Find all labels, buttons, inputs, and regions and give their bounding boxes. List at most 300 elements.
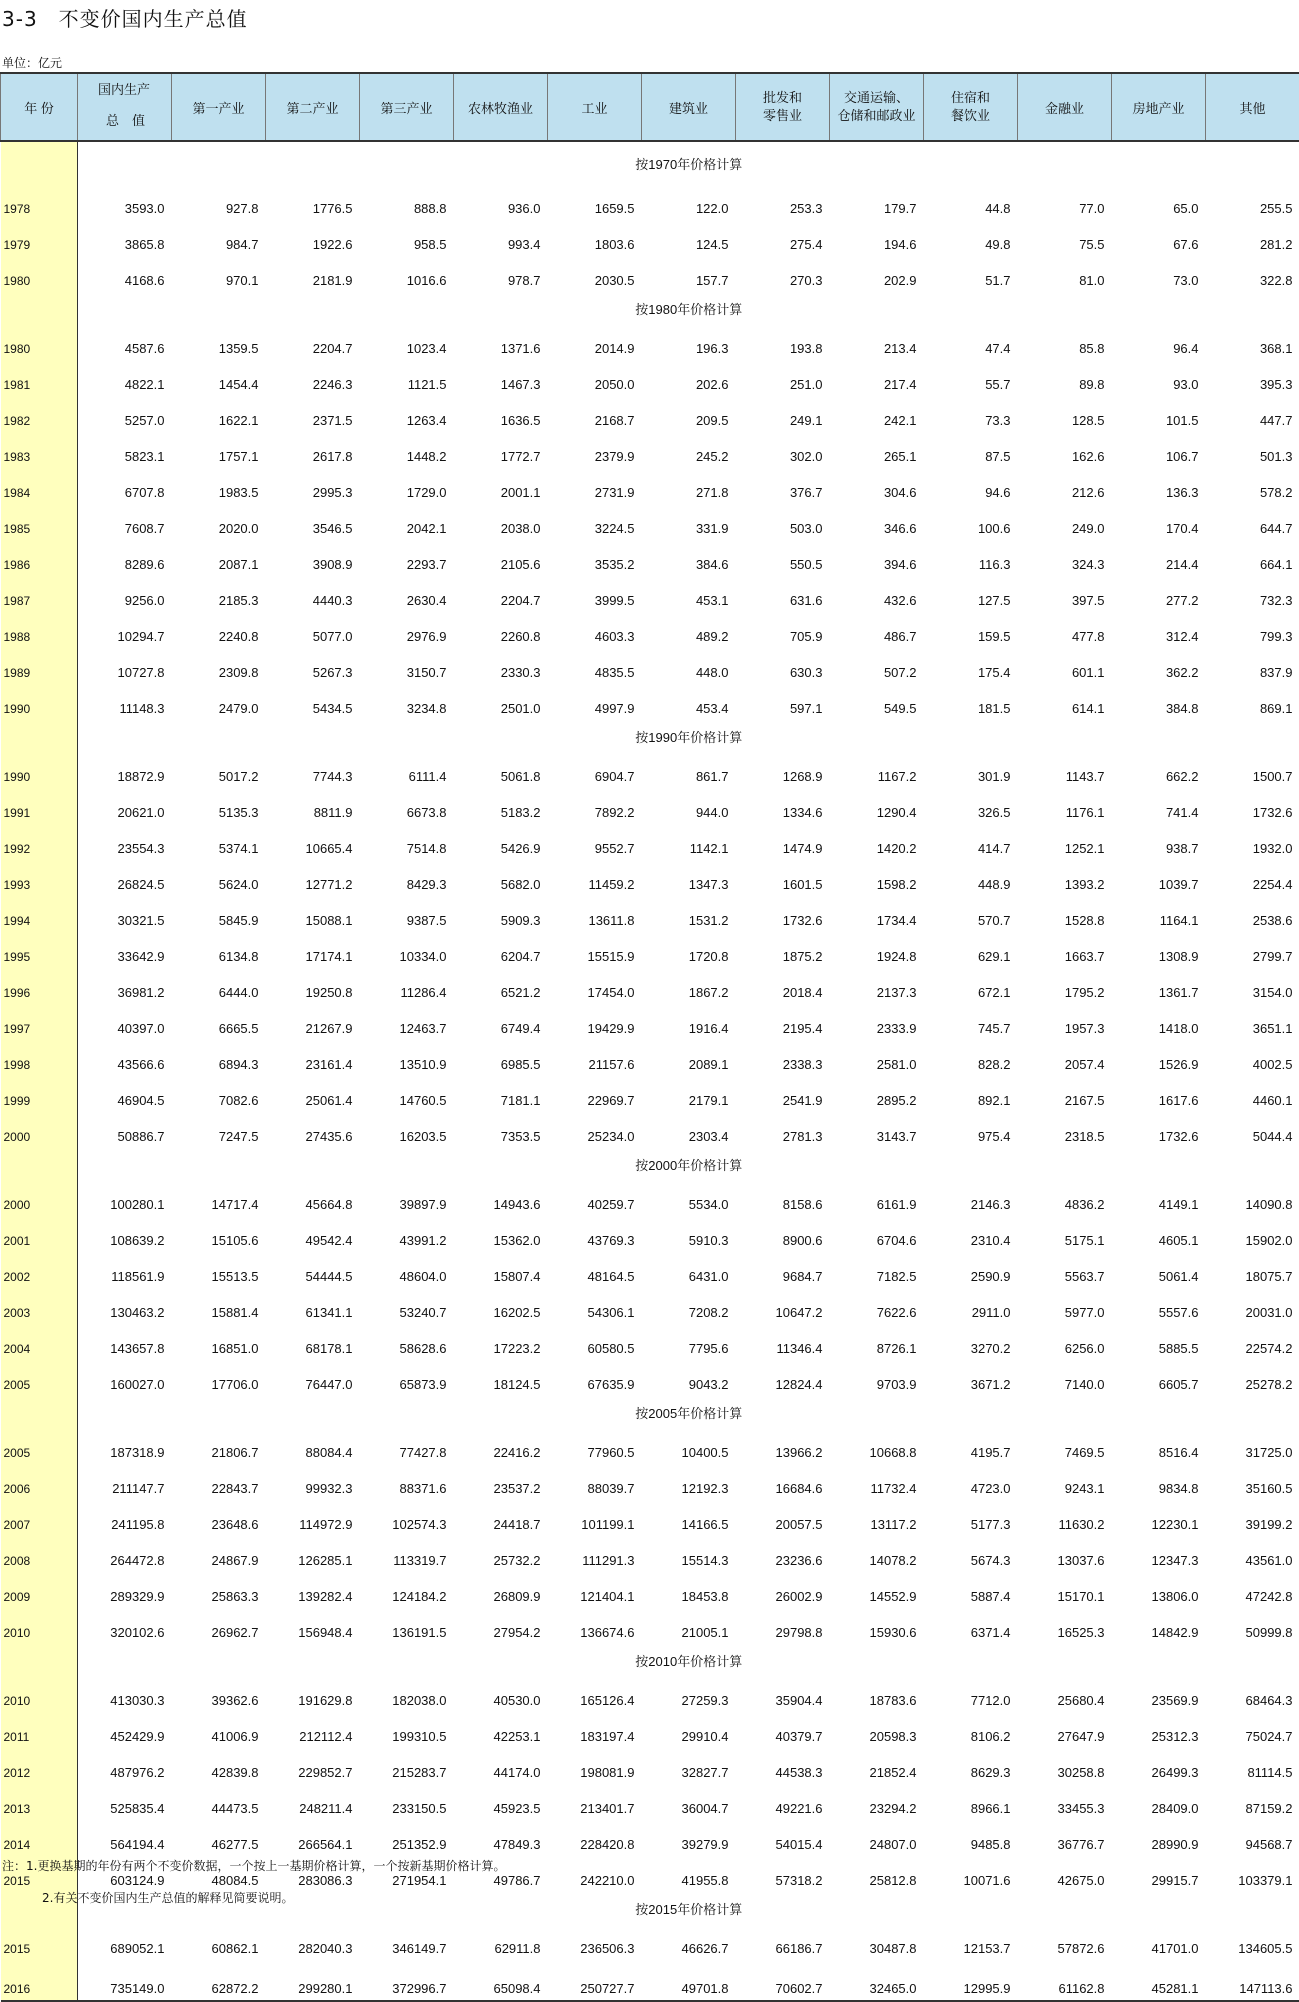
value-cell: 1164.1 — [1112, 896, 1206, 932]
header-row — [1, 73, 1299, 141]
value-cell: 12347.3 — [1112, 1536, 1206, 1572]
value-cell: 18453.8 — [642, 1572, 736, 1608]
value-cell: 978.7 — [454, 256, 548, 292]
value-cell: 31725.0 — [1206, 1428, 1299, 1464]
value-cell: 1500.7 — [1206, 752, 1299, 788]
value-cell: 43561.0 — [1206, 1536, 1299, 1572]
value-cell: 66186.7 — [736, 1924, 830, 1960]
value-cell: 16525.3 — [1018, 1608, 1112, 1644]
section-row — [1, 141, 1299, 184]
value-cell: 26002.9 — [736, 1572, 830, 1608]
table-row — [1, 824, 1299, 860]
value-cell: 77427.8 — [360, 1428, 454, 1464]
value-cell: 42253.1 — [454, 1712, 548, 1748]
value-cell: 245.2 — [642, 432, 736, 468]
header-col-line: 房地产业 — [1112, 98, 1205, 117]
value-cell: 10400.5 — [642, 1428, 736, 1464]
value-cell: 741.4 — [1112, 788, 1206, 824]
table-row — [1, 576, 1299, 612]
value-cell: 61341.1 — [266, 1288, 360, 1324]
value-cell: 1867.2 — [642, 968, 736, 1004]
year-cell: 2014 — [1, 1820, 78, 1856]
value-cell: 447.7 — [1206, 396, 1299, 432]
value-cell: 45664.8 — [266, 1180, 360, 1216]
value-cell: 4822.1 — [78, 360, 172, 396]
value-cell: 1359.5 — [172, 324, 266, 360]
value-cell: 362.2 — [1112, 648, 1206, 684]
value-cell: 67.6 — [1112, 220, 1206, 256]
value-cell: 1474.9 — [736, 824, 830, 860]
value-cell: 249.0 — [1018, 504, 1112, 540]
value-cell: 1729.0 — [360, 468, 454, 504]
value-cell: 2195.4 — [736, 1004, 830, 1040]
value-cell: 2240.8 — [172, 612, 266, 648]
value-cell: 24867.9 — [172, 1536, 266, 1572]
value-cell: 15170.1 — [1018, 1572, 1112, 1608]
value-cell: 2501.0 — [454, 684, 548, 720]
unit-label: 单位：亿元 — [2, 54, 62, 71]
section-label: 按2010年价格计算 — [78, 1644, 1299, 1676]
value-cell: 503.0 — [736, 504, 830, 540]
value-cell: 62872.2 — [172, 1960, 266, 2001]
value-cell: 6904.7 — [548, 752, 642, 788]
value-cell: 5061.4 — [1112, 1252, 1206, 1288]
year-cell: 1983 — [1, 432, 78, 468]
value-cell: 3546.5 — [266, 504, 360, 540]
value-cell: 10071.6 — [924, 1856, 1018, 1892]
value-cell: 5909.3 — [454, 896, 548, 932]
value-cell: 42839.8 — [172, 1748, 266, 1784]
section-row — [1, 1396, 1299, 1428]
value-cell: 108639.2 — [78, 1216, 172, 1252]
year-cell — [1, 1644, 78, 1676]
value-cell: 194.6 — [830, 220, 924, 256]
year-cell: 2010 — [1, 1608, 78, 1644]
value-cell: 10294.7 — [78, 612, 172, 648]
value-cell: 16203.5 — [360, 1112, 454, 1148]
value-cell: 193.8 — [736, 324, 830, 360]
table-row — [1, 1112, 1299, 1148]
value-cell: 1922.6 — [266, 220, 360, 256]
value-cell: 2781.3 — [736, 1112, 830, 1148]
year-cell: 2005 — [1, 1428, 78, 1464]
section-label: 按2005年价格计算 — [78, 1396, 1299, 1428]
year-cell: 2011 — [1, 1712, 78, 1748]
table-row — [1, 360, 1299, 396]
header-col — [830, 73, 924, 141]
value-cell: 644.7 — [1206, 504, 1299, 540]
value-cell: 281.2 — [1206, 220, 1299, 256]
value-cell: 2179.1 — [642, 1076, 736, 1112]
year-cell — [1, 1396, 78, 1428]
value-cell: 20031.0 — [1206, 1288, 1299, 1324]
value-cell: 50886.7 — [78, 1112, 172, 1148]
value-cell: 21267.9 — [266, 1004, 360, 1040]
value-cell: 2204.7 — [454, 576, 548, 612]
value-cell: 15881.4 — [172, 1288, 266, 1324]
value-cell: 7795.6 — [642, 1324, 736, 1360]
value-cell: 320102.6 — [78, 1608, 172, 1644]
value-cell: 9243.1 — [1018, 1464, 1112, 1500]
value-cell: 46904.5 — [78, 1076, 172, 1112]
value-cell: 2799.7 — [1206, 932, 1299, 968]
value-cell: 3651.1 — [1206, 1004, 1299, 1040]
value-cell: 7247.5 — [172, 1112, 266, 1148]
value-cell: 87159.2 — [1206, 1784, 1299, 1820]
value-cell: 869.1 — [1206, 684, 1299, 720]
value-cell: 124.5 — [642, 220, 736, 256]
value-cell: 630.3 — [736, 648, 830, 684]
value-cell: 2057.4 — [1018, 1040, 1112, 1076]
value-cell: 1663.7 — [1018, 932, 1112, 968]
value-cell: 65873.9 — [360, 1360, 454, 1396]
value-cell: 94568.7 — [1206, 1820, 1299, 1856]
value-cell: 10647.2 — [736, 1288, 830, 1324]
value-cell: 452429.9 — [78, 1712, 172, 1748]
value-cell: 248211.4 — [266, 1784, 360, 1820]
value-cell: 102574.3 — [360, 1500, 454, 1536]
header-col — [642, 73, 736, 141]
value-cell: 1252.1 — [1018, 824, 1112, 860]
value-cell: 1263.4 — [360, 396, 454, 432]
value-cell: 88039.7 — [548, 1464, 642, 1500]
value-cell: 2630.4 — [360, 576, 454, 612]
header-col — [266, 73, 360, 141]
value-cell: 16684.6 — [736, 1464, 830, 1500]
value-cell: 57872.6 — [1018, 1924, 1112, 1960]
table-row — [1, 1748, 1299, 1784]
value-cell: 3150.7 — [360, 648, 454, 684]
value-cell: 1732.6 — [1112, 1112, 1206, 1148]
value-cell: 395.3 — [1206, 360, 1299, 396]
value-cell: 6605.7 — [1112, 1360, 1206, 1396]
value-cell: 301.9 — [924, 752, 1018, 788]
value-cell: 12824.4 — [736, 1360, 830, 1396]
table-row — [1, 648, 1299, 684]
value-cell: 837.9 — [1206, 648, 1299, 684]
value-cell: 3865.8 — [78, 220, 172, 256]
value-cell: 89.8 — [1018, 360, 1112, 396]
value-cell: 213.4 — [830, 324, 924, 360]
value-cell: 23161.4 — [266, 1040, 360, 1076]
value-cell: 44538.3 — [736, 1748, 830, 1784]
value-cell: 49221.6 — [736, 1784, 830, 1820]
value-cell: 2479.0 — [172, 684, 266, 720]
value-cell: 299280.1 — [266, 1960, 360, 2001]
value-cell: 1622.1 — [172, 396, 266, 432]
year-cell: 1979 — [1, 220, 78, 256]
year-cell: 1989 — [1, 648, 78, 684]
table-row — [1, 256, 1299, 292]
year-cell: 2012 — [1, 1748, 78, 1784]
value-cell: 6665.5 — [172, 1004, 266, 1040]
value-cell: 1601.5 — [736, 860, 830, 896]
value-cell: 2303.4 — [642, 1112, 736, 1148]
value-cell: 43566.6 — [78, 1040, 172, 1076]
value-cell: 46626.7 — [642, 1924, 736, 1960]
value-cell: 181.5 — [924, 684, 1018, 720]
header-col-line: 住宿和 — [924, 89, 1017, 107]
value-cell: 21157.6 — [548, 1040, 642, 1076]
value-cell: 2146.3 — [924, 1180, 1018, 1216]
table-row — [1, 860, 1299, 896]
value-cell: 27259.3 — [642, 1676, 736, 1712]
year-cell: 2004 — [1, 1324, 78, 1360]
value-cell: 2895.2 — [830, 1076, 924, 1112]
value-cell: 6704.6 — [830, 1216, 924, 1252]
header-col-line: 仓储和邮政业 — [830, 107, 923, 125]
value-cell: 487976.2 — [78, 1748, 172, 1784]
year-cell: 1996 — [1, 968, 78, 1004]
header-col-line: 第一产业 — [172, 98, 265, 117]
value-cell: 5887.4 — [924, 1572, 1018, 1608]
table-row — [1, 1712, 1299, 1748]
value-cell: 25863.3 — [172, 1572, 266, 1608]
year-cell: 2015 — [1, 1856, 78, 1892]
value-cell: 157.7 — [642, 256, 736, 292]
value-cell: 2185.3 — [172, 576, 266, 612]
value-cell: 251352.9 — [360, 1820, 454, 1856]
value-cell: 213401.7 — [548, 1784, 642, 1820]
value-cell: 44473.5 — [172, 1784, 266, 1820]
value-cell: 17174.1 — [266, 932, 360, 968]
value-cell: 1142.1 — [642, 824, 736, 860]
value-cell: 14842.9 — [1112, 1608, 1206, 1644]
value-cell: 25278.2 — [1206, 1360, 1299, 1396]
value-cell: 48604.0 — [360, 1252, 454, 1288]
year-cell: 1993 — [1, 860, 78, 896]
value-cell: 23537.2 — [454, 1464, 548, 1500]
value-cell: 1121.5 — [360, 360, 454, 396]
table-row — [1, 1536, 1299, 1572]
value-cell: 87.5 — [924, 432, 1018, 468]
value-cell: 30487.8 — [830, 1924, 924, 1960]
value-cell: 326.5 — [924, 788, 1018, 824]
value-cell: 861.7 — [642, 752, 736, 788]
value-cell: 2310.4 — [924, 1216, 1018, 1252]
value-cell: 15807.4 — [454, 1252, 548, 1288]
value-cell: 1924.8 — [830, 932, 924, 968]
year-cell: 1994 — [1, 896, 78, 932]
value-cell: 40259.7 — [548, 1180, 642, 1216]
value-cell: 413030.3 — [78, 1676, 172, 1712]
value-cell: 892.1 — [924, 1076, 1018, 1112]
value-cell: 61162.8 — [1018, 1960, 1112, 2001]
value-cell: 20598.3 — [830, 1712, 924, 1748]
value-cell: 5017.2 — [172, 752, 266, 788]
value-cell: 799.3 — [1206, 612, 1299, 648]
year-cell: 1990 — [1, 752, 78, 788]
value-cell: 23569.9 — [1112, 1676, 1206, 1712]
value-cell: 3593.0 — [78, 184, 172, 220]
header-col — [1112, 73, 1206, 141]
value-cell: 228420.8 — [548, 1820, 642, 1856]
value-cell: 5674.3 — [924, 1536, 1018, 1572]
value-cell: 18783.6 — [830, 1676, 924, 1712]
value-cell: 2309.8 — [172, 648, 266, 684]
value-cell: 7181.1 — [454, 1076, 548, 1112]
value-cell: 40397.0 — [78, 1004, 172, 1040]
value-cell: 888.8 — [360, 184, 454, 220]
value-cell: 1268.9 — [736, 752, 830, 788]
value-cell: 1016.6 — [360, 256, 454, 292]
value-cell: 271.8 — [642, 468, 736, 504]
value-cell: 5845.9 — [172, 896, 266, 932]
table-body — [1, 141, 1299, 2001]
section-row — [1, 1148, 1299, 1180]
value-cell: 601.1 — [1018, 648, 1112, 684]
value-cell: 7622.6 — [830, 1288, 924, 1324]
value-cell: 4997.9 — [548, 684, 642, 720]
year-cell: 2006 — [1, 1464, 78, 1500]
table-row — [1, 932, 1299, 968]
value-cell: 22416.2 — [454, 1428, 548, 1464]
value-cell: 271954.1 — [360, 1856, 454, 1892]
year-cell: 1999 — [1, 1076, 78, 1112]
value-cell: 28990.9 — [1112, 1820, 1206, 1856]
year-cell: 2003 — [1, 1288, 78, 1324]
value-cell: 40530.0 — [454, 1676, 548, 1712]
value-cell: 1757.1 — [172, 432, 266, 468]
value-cell: 35904.4 — [736, 1676, 830, 1712]
value-cell: 81.0 — [1018, 256, 1112, 292]
value-cell: 2038.0 — [454, 504, 548, 540]
value-cell: 10334.0 — [360, 932, 454, 968]
year-cell: 2016 — [1, 1960, 78, 2001]
value-cell: 20621.0 — [78, 788, 172, 824]
table-row — [1, 1572, 1299, 1608]
year-cell: 2002 — [1, 1252, 78, 1288]
value-cell: 2018.4 — [736, 968, 830, 1004]
value-cell: 2137.3 — [830, 968, 924, 1004]
gdp-table-container — [0, 72, 1299, 2002]
value-cell: 322.8 — [1206, 256, 1299, 292]
value-cell: 50999.8 — [1206, 1608, 1299, 1644]
value-cell: 9043.2 — [642, 1360, 736, 1396]
value-cell: 4836.2 — [1018, 1180, 1112, 1216]
table-row — [1, 896, 1299, 932]
value-cell: 122.0 — [642, 184, 736, 220]
value-cell: 1167.2 — [830, 752, 924, 788]
value-cell: 241195.8 — [78, 1500, 172, 1536]
value-cell: 2330.3 — [454, 648, 548, 684]
value-cell: 993.4 — [454, 220, 548, 256]
value-cell: 41955.8 — [642, 1856, 736, 1892]
value-cell: 39362.6 — [172, 1676, 266, 1712]
value-cell: 7892.2 — [548, 788, 642, 824]
value-cell: 936.0 — [454, 184, 548, 220]
value-cell: 1617.6 — [1112, 1076, 1206, 1112]
value-cell: 4835.5 — [548, 648, 642, 684]
value-cell: 14078.2 — [830, 1536, 924, 1572]
value-cell: 4440.3 — [266, 576, 360, 612]
value-cell: 26962.7 — [172, 1608, 266, 1644]
value-cell: 376.7 — [736, 468, 830, 504]
value-cell: 2590.9 — [924, 1252, 1018, 1288]
value-cell: 25061.4 — [266, 1076, 360, 1112]
year-cell: 1981 — [1, 360, 78, 396]
value-cell: 12230.1 — [1112, 1500, 1206, 1536]
value-cell: 48164.5 — [548, 1252, 642, 1288]
year-cell: 1978 — [1, 184, 78, 220]
value-cell: 7140.0 — [1018, 1360, 1112, 1396]
value-cell: 25234.0 — [548, 1112, 642, 1148]
value-cell: 100280.1 — [78, 1180, 172, 1216]
value-cell: 191629.8 — [266, 1676, 360, 1712]
table-row — [1, 1960, 1299, 2001]
value-cell: 114972.9 — [266, 1500, 360, 1536]
value-cell: 16202.5 — [454, 1288, 548, 1324]
value-cell: 29798.8 — [736, 1608, 830, 1644]
year-cell — [1, 141, 78, 184]
year-cell: 2008 — [1, 1536, 78, 1572]
value-cell: 312.4 — [1112, 612, 1206, 648]
value-cell: 5177.3 — [924, 1500, 1018, 1536]
value-cell: 23554.3 — [78, 824, 172, 860]
value-cell: 73.3 — [924, 396, 1018, 432]
value-cell: 242.1 — [830, 396, 924, 432]
table-row — [1, 324, 1299, 360]
value-cell: 282040.3 — [266, 1924, 360, 1960]
header-col-line: 第二产业 — [266, 98, 359, 117]
header-gdp-total-line1: 国内生产 — [98, 79, 150, 98]
value-cell: 187318.9 — [78, 1428, 172, 1464]
table-row — [1, 1924, 1299, 1960]
value-cell: 41006.9 — [172, 1712, 266, 1748]
value-cell: 136674.6 — [548, 1608, 642, 1644]
value-cell: 46277.5 — [172, 1820, 266, 1856]
value-cell: 58628.6 — [360, 1324, 454, 1360]
value-cell: 501.3 — [1206, 432, 1299, 468]
value-cell: 2042.1 — [360, 504, 454, 540]
value-cell: 384.8 — [1112, 684, 1206, 720]
value-cell: 9552.7 — [548, 824, 642, 860]
value-cell: 10668.8 — [830, 1428, 924, 1464]
value-cell: 372996.7 — [360, 1960, 454, 2001]
value-cell: 10665.4 — [266, 824, 360, 860]
year-cell: 1998 — [1, 1040, 78, 1076]
year-cell: 1980 — [1, 256, 78, 292]
value-cell: 6894.3 — [172, 1040, 266, 1076]
value-cell: 432.6 — [830, 576, 924, 612]
year-cell: 1980 — [1, 324, 78, 360]
value-cell: 6134.8 — [172, 932, 266, 968]
table-row — [1, 788, 1299, 824]
value-cell: 489.2 — [642, 612, 736, 648]
value-cell: 253.3 — [736, 184, 830, 220]
value-cell: 49.8 — [924, 220, 1018, 256]
value-cell: 11732.4 — [830, 1464, 924, 1500]
value-cell: 45281.1 — [1112, 1960, 1206, 2001]
value-cell: 68178.1 — [266, 1324, 360, 1360]
value-cell: 160027.0 — [78, 1360, 172, 1396]
table-row — [1, 432, 1299, 468]
value-cell: 629.1 — [924, 932, 1018, 968]
value-cell: 5374.1 — [172, 824, 266, 860]
value-cell: 7208.2 — [642, 1288, 736, 1324]
footnote-2: 2.有关不变价国内生产总值的解释见简要说明。 — [2, 1882, 505, 1914]
value-cell: 29910.4 — [642, 1712, 736, 1748]
value-cell: 13037.6 — [1018, 1536, 1112, 1572]
value-cell: 127.5 — [924, 576, 1018, 612]
value-cell: 453.4 — [642, 684, 736, 720]
table-row — [1, 1180, 1299, 1216]
value-cell: 975.4 — [924, 1112, 1018, 1148]
value-cell: 448.9 — [924, 860, 1018, 896]
section-label: 按2000年价格计算 — [78, 1148, 1299, 1180]
value-cell: 8811.9 — [266, 788, 360, 824]
year-cell: 2015 — [1, 1924, 78, 1960]
